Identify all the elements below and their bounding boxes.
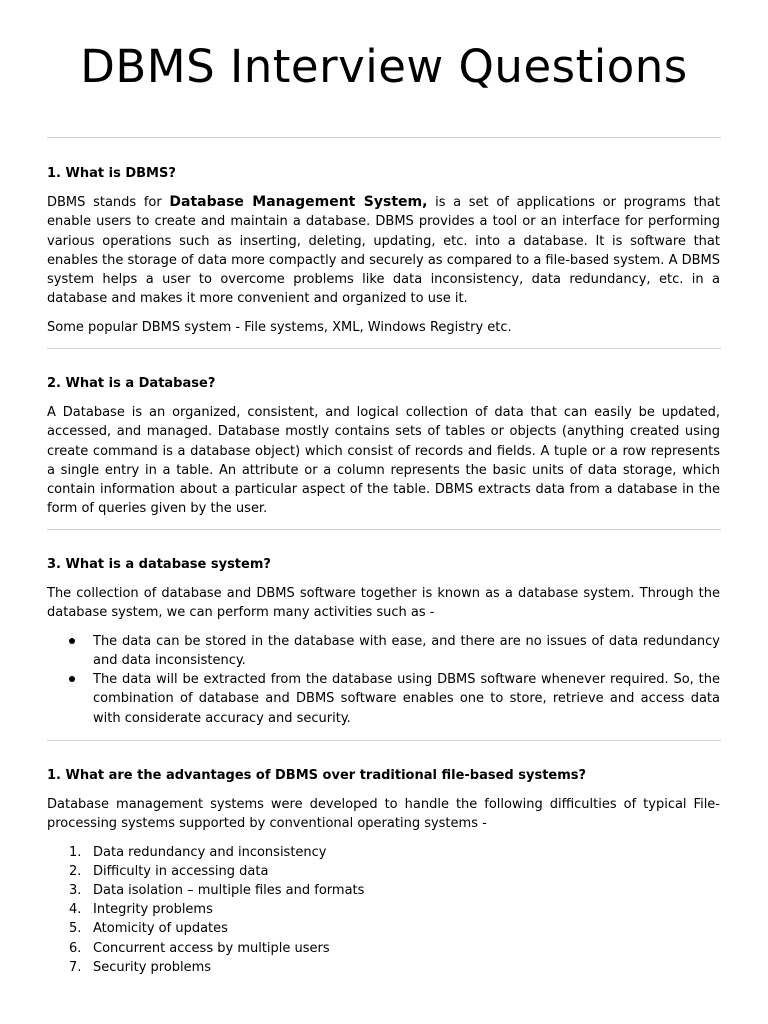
list-item [47, 843, 720, 862]
divider [47, 348, 721, 349]
list-item [47, 939, 720, 958]
section-heading: 1. What is DBMS? [47, 166, 176, 181]
list-number: 3. [69, 883, 82, 898]
list-item-text: Concurrent access by multiple users [93, 940, 330, 956]
section-what-is-dbms [47, 165, 720, 337]
section-paragraph: The collection of database and DBMS software together is known as a database system. Through the database system, we can perform many activities such as - [47, 586, 720, 621]
list-item-text: The data will be extracted from the database using DBMS software whenever required. So, the combination of database and DBMS software enables one to store, retrieve and access data with considerate accuracy and security. [93, 672, 720, 726]
list-item [47, 670, 720, 728]
section-dbms-advantages [47, 767, 720, 977]
bullet-list [47, 632, 720, 728]
list-number: 1. [69, 844, 82, 860]
list-number: 4. [69, 902, 82, 918]
list-item-text: Data redundancy and inconsistency [93, 844, 327, 860]
list-item-text: Data isolation – multiple files and formats [93, 883, 365, 898]
list-item-text: Difficulty in accessing data [93, 863, 269, 879]
list-item [47, 958, 720, 977]
list-number: 2. [69, 863, 82, 879]
divider [47, 740, 721, 741]
list-item [47, 900, 720, 919]
section-heading: 2. What is a Database? [47, 376, 216, 391]
section-database-system [47, 556, 720, 728]
paragraph-text: DBMS stands for [47, 195, 170, 210]
list-item [47, 881, 720, 900]
bullet-dot-icon [69, 638, 75, 644]
paragraph-emphasis: Database Management System, [169, 194, 428, 210]
section-paragraph: Database management systems were developed to handle the following difficulties of typical File-processing systems supported by conventional operating systems - [47, 797, 720, 832]
section-heading: 1. What are the advantages of DBMS over traditional file-based systems? [47, 768, 587, 783]
numbered-list [47, 843, 720, 977]
list-item [47, 919, 720, 938]
divider [47, 529, 721, 530]
page-title: DBMS Interview Questions [80, 40, 688, 93]
section-paragraph [47, 193, 720, 309]
list-item-text: Security problems [93, 959, 212, 975]
section-heading: 3. What is a database system? [47, 557, 271, 572]
paragraph-text: is a set of applications or programs that enable users to create and maintain a database. DBMS provides a tool or an interface for performing various operations such as inserting, deleting, updating, etc. into a database. It is software that enables the storage of data more compactly and securely as compared to a file-based system. A DBMS system helps a user to overcome problems like data inconsistency, data redundancy, etc. in a database and makes it more convenient and organized to use it. [47, 195, 720, 307]
section-what-is-database [47, 375, 720, 519]
list-number: 5. [69, 921, 82, 937]
list-number: 6. [69, 940, 82, 956]
list-item [47, 632, 720, 671]
list-item-text: Integrity problems [93, 902, 213, 918]
divider [47, 137, 721, 138]
list-item-text: Atomicity of updates [93, 921, 228, 937]
section-paragraph: A Database is an organized, consistent, and logical collection of data that can easily be updated, accessed, and managed. Database mostly contains sets of tables or objects (anything created using create command is a database object) which consist of records and fields. A tuple or a row represents a single entry in a table. An attribute or a column represents the basic units of data storage, which contain information about a particular aspect of the table. DBMS extracts data from a database in the form of queries given by the user. [47, 405, 720, 517]
list-item-text: The data can be stored in the database with ease, and there are no issues of data redundancy and data inconsistency. [93, 633, 720, 668]
section-note: Some popular DBMS system - File systems, XML, Windows Registry etc. [47, 319, 512, 335]
bullet-dot-icon [69, 676, 75, 682]
list-number: 7. [69, 959, 82, 975]
list-item [47, 862, 720, 881]
